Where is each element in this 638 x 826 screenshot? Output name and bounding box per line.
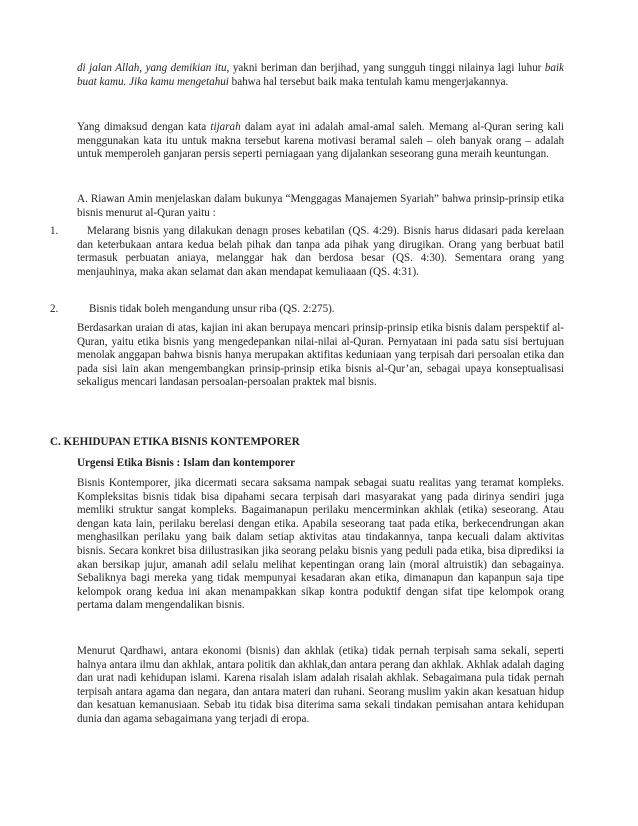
- paragraph-bisnis-kontemporer: Bisnis Kontemporer, jika dicermati secara saksama nampak sebagai suatu realitas yang teramat kompleks. Kompleksitas bisnis tidak bisa dipahami secara terpisah dari masyarakat yang pada dirinya sendiri juga memliki struktur sangat kompleks. Bagaimanapun perilaku mencerminkan akhlak (etika) seseorang. Atau dengan kata lain, perilaku berelasi dengan etika. Apabila seseorang taat pada etika, berkecendrungan akan menghasilkan perilaku yang baik dalam setiap aktivitas atau tindakannya, tanpa kecuali dalam aktivitas bisnis. Secara konkret bisa diilustrasikan jika seorang pelaku bisnis yang peduli pada etika, bisa diprediksi ia akan bersikap jujur, amanah adil selalu melihat kepentingan orang lain (moral altruistik) dan sebagainya. Sebaliknya bagi mereka yang tidak mempunyai kesadaran akan etika, dimanapun dan kapanpun saja tipe kelompok orang kedua ini akan menampakkan sikap kontra poduktif dengan sifat tipe kelompok orang pertama dalam mengendalikan bisnis.: [77, 477, 564, 612]
- text-span: dalam ayat ini adalah amal-amal saleh. Memang al-Quran sering kali menggunakan kata itu untuk makna tersebut karena motivasi beramal saleh – oleh banyak orang – adalah untuk memperoleh ganjaran persis seperti perniagaan yang dijalankan seseorang guna meraih keuntungan.: [77, 121, 564, 161]
- paragraph-qardhawi: Menurut Qardhawi, antara ekonomi (bisnis) dan akhlak (etika) tidak pernah terpisah sama sekali, seperti halnya antara ilmu dan akhlak, antara politik dan akhlak,dan antara perang dan akhlak. Akhlak adalah daging dan urat nadi kehidupan islami. Karena risalah islam adalah risalah akhlak. Sebagaimana pula tidak pernah terpisah antara agama dan negara, dan antara materi dan ruhani. Seorang muslim yakin akan kesatuan hidup dan kesatuan kemanusiaan. Sebab itu tidak bisa diterima sama sekali tindakan pemisahan antara kehidupan dunia dan agama sebagaimana yang terjadi di eropa.: [77, 645, 564, 725]
- paragraph-riawan-amin: A. Riawan Amin menjelaskan dalam bukunya “Menggagas Manajemen Syariah” bahwa prinsip-prinsip etika bisnis menurut al-Quran yaitu :: [77, 193, 564, 219]
- paragraph-quran-verse-end: [77, 62, 564, 89]
- text-span: , yakni beriman dan berjihad, yang sungguh tinggi nilainya lagi luhur: [226, 62, 545, 74]
- list-text: Melarang bisnis yang dilakukan denagn proses kebatilan (QS. 4:29). Bisnis harus didasari pada kerelaan dan keterbukaan antara kedua belah pihak dan tanpa ada pihak yang dirugikan. Orang yang berbuat batil termasuk perbuatan aniaya, melanggar hak dan berdosa besar (QS. 4:30). Sementara orang yang menjauhinya, maka akan selamat dan akan mendapat kemuliaaan (QS. 4:31).: [77, 225, 564, 278]
- subsection-heading: Urgensi Etika Bisnis : Islam dan kontemporer: [77, 457, 295, 469]
- italic-phrase: baik buat kamu. Jika kamu mengetahui: [77, 62, 564, 88]
- italic-phrase: di jalan Allah, yang demikian itu: [77, 62, 227, 74]
- section-heading: C. KEHIDUPAN ETIKA BISNIS KONTEMPORER: [50, 436, 300, 448]
- text-span: Yang dimaksud dengan kata: [77, 121, 211, 133]
- list-text: Bisnis tidak boleh mengandung unsur riba (QS. 2:275).: [89, 303, 335, 315]
- list-number: 1.: [50, 225, 59, 237]
- paragraph-berdasarkan: Berdasarkan uraian di atas, kajian ini akan berupaya mencari prinsip-prinsip etika bisnis dalam perspektif al-Quran, yaitu etika bisnis yang mengedepankan nilai-nilai al-Quran. Pernyataan ini pada satu sisi bertujuan menolak anggapan bahwa bisnis hanya merupakan aktifitas keduniaan yang terpisah dari persoalan etika dan pada sisi lain akan mengembangkan prinsip-prinsip etika bisnis al-Qur’an, sebagai upaya konseptualisasi sekaligus mencari landasan persoalan-persoalan praktek mal bisnis.: [77, 322, 564, 389]
- text-span: bahwa hal tersebut baik maka tentulah kamu mengerjakannya.: [228, 75, 509, 88]
- italic-word: tijarah: [210, 121, 241, 133]
- list-number: 2.: [50, 303, 59, 315]
- list-item-2: [50, 303, 564, 317]
- paragraph-tijarah: [77, 121, 564, 162]
- list-item-1: [50, 225, 564, 279]
